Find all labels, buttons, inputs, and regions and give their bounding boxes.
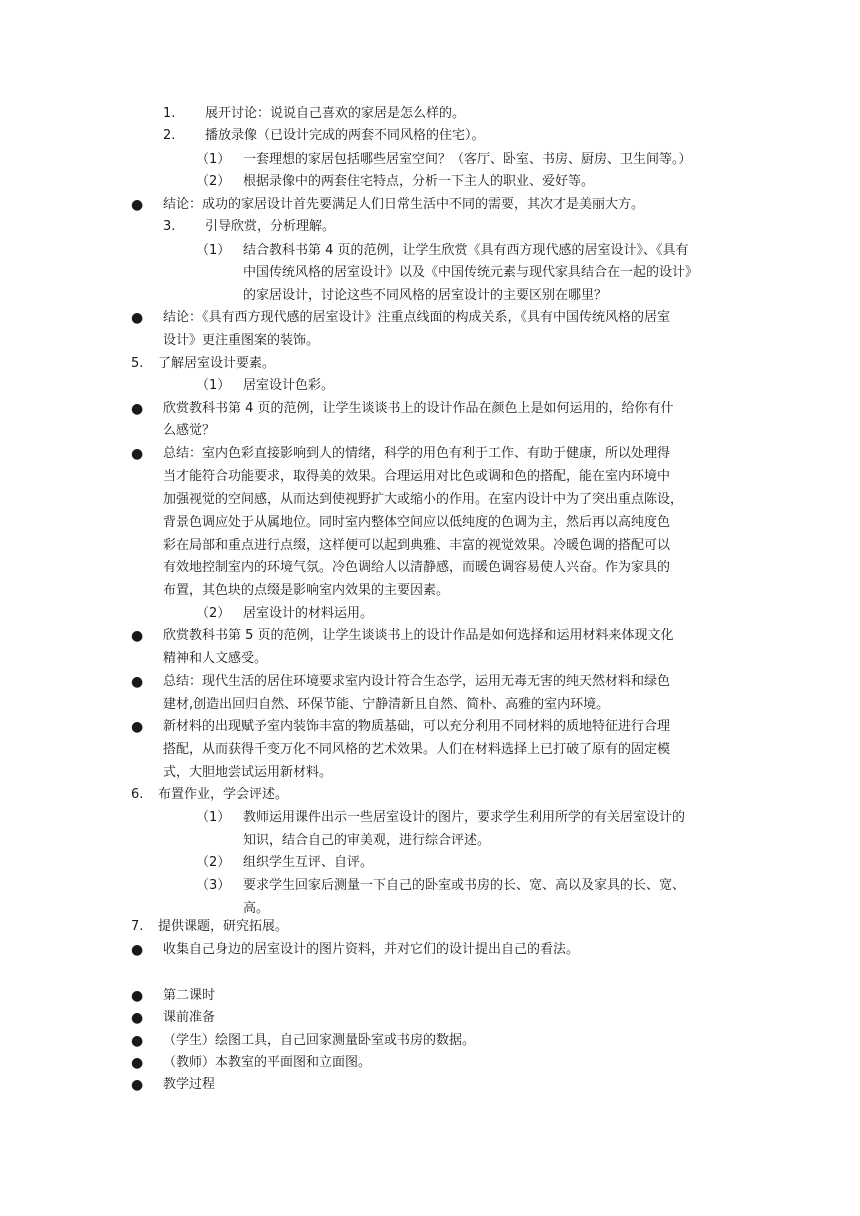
bullet-material-summary-line1: 总结：现代生活的居住环境要求室内设计符合生态学，运用无毒无害的纯天然材料和绿色 bbox=[163, 674, 671, 689]
sub-number-2d: （2） bbox=[196, 855, 231, 870]
prep-teacher: （教师）本教室的平面图和立面图。 bbox=[163, 1055, 372, 1070]
sub-item-peer-review: 组织学生互评、自评。 bbox=[243, 855, 374, 870]
sub-item-color: 居室设计色彩。 bbox=[243, 378, 335, 393]
sub-number-1b: （1） bbox=[196, 243, 231, 258]
bullet-icon: ● bbox=[131, 1055, 144, 1071]
sub-item-measure-line2: 高。 bbox=[243, 901, 270, 916]
bullet-color-summary-line7: 布置，其色块的点缀是影响室内效果的主要因素。 bbox=[163, 583, 450, 598]
bullet-conclusion-1: 结论：成功的家居设计首先要满足人们日常生活中不同的需要，其次才是美丽大方。 bbox=[163, 197, 645, 212]
sub-number-2: （2） bbox=[196, 174, 231, 189]
bullet-color-appreciate-line2: 么感觉？ bbox=[163, 423, 216, 438]
bullet-color-appreciate-line1: 欣赏教科书第 4 页的范例，让学生谈谈书上的设计作品在颜色上是如何运用的，给你有什 bbox=[163, 401, 674, 416]
bullet-color-summary-line2: 当才能符合功能要求，取得美的效果。合理运用对比色或调和色的搭配，能在室内环境中 bbox=[163, 469, 671, 484]
section-teaching-process: 教学过程 bbox=[163, 1077, 216, 1092]
sub-item-courseware-line1: 教师运用课件出示一些居室设计的图片，要求学生利用所学的有关居室设计的 bbox=[243, 810, 686, 825]
list-number-1: 1. bbox=[163, 106, 176, 121]
prep-student: （学生）绘图工具，自己回家测量卧室或书房的数据。 bbox=[163, 1033, 476, 1048]
sub-number-1: （1） bbox=[196, 152, 231, 167]
bullet-icon: ● bbox=[131, 1033, 144, 1049]
bullet-icon: ● bbox=[131, 1010, 144, 1026]
sub-item-analyze-owner: 根据录像中的两套住宅特点，分析一下主人的职业、爱好等。 bbox=[243, 174, 595, 189]
sub-item-measure-line1: 要求学生回家后测量一下自己的卧室或书房的长、宽、高以及家具的长、宽、 bbox=[243, 878, 686, 893]
bullet-icon: ● bbox=[131, 310, 144, 326]
section-second-lesson: 第二课时 bbox=[163, 988, 216, 1003]
list-number-2: 2. bbox=[163, 128, 176, 143]
bullet-color-summary-line3: 加强视觉的空间感，从而达到使视野扩大或缩小的作用。在室内设计中为了突出重点陈设， bbox=[163, 492, 684, 507]
list-number-3: 3. bbox=[163, 219, 176, 234]
bullet-icon: ● bbox=[131, 719, 144, 735]
sub-item-ideal-home: 一套理想的家居包括哪些居室空间？（客厅、卧室、书房、厨房、卫生间等。） bbox=[243, 152, 692, 167]
bullet-conclusion-2-line2: 设计》更注重图案的装饰。 bbox=[163, 333, 320, 348]
bullet-icon: ● bbox=[131, 988, 144, 1004]
list-number-6: 6. bbox=[131, 787, 144, 802]
bullet-color-summary-line6: 有效地控制室内的环境气氛。冷色调给人以清静感，而暖色调容易使人兴奋。作为家具的 bbox=[163, 560, 671, 575]
sub-number-1c: （1） bbox=[196, 378, 231, 393]
bullet-new-material-line2: 搭配，从而获得千变万化不同风格的艺术效果。人们在材料选择上已打破了原有的固定模 bbox=[163, 742, 671, 757]
bullet-icon: ● bbox=[131, 401, 144, 417]
list-item-elements: 了解居室设计要素。 bbox=[158, 356, 276, 371]
section-preparation: 课前准备 bbox=[163, 1010, 216, 1025]
sub-item-textbook-line3: 的家居设计，讨论这些不同风格的居室设计的主要区别在哪里？ bbox=[243, 288, 608, 303]
list-item-video: 播放录像（已设计完成的两套不同风格的住宅）。 bbox=[205, 128, 485, 143]
bullet-collect-pictures: 收集自己身边的居室设计的图片资料，并对它们的设计提出自己的看法。 bbox=[163, 942, 580, 957]
list-item-appreciate: 引导欣赏，分析理解。 bbox=[205, 219, 336, 234]
bullet-conclusion-2-line1: 结论：《具有西方现代感的居室设计》注重点线面的构成关系，《具有中国传统风格的居室 bbox=[163, 310, 671, 325]
bullet-color-summary-line5: 彩在局部和重点进行点缀，这样便可以起到典雅、丰富的视觉效果。冷暖色调的搭配可以 bbox=[163, 538, 671, 553]
bullet-icon: ● bbox=[131, 628, 144, 644]
bullet-icon: ● bbox=[131, 197, 144, 213]
list-number-7: 7. bbox=[131, 919, 144, 934]
list-item-extension: 提供课题，研究拓展。 bbox=[158, 919, 289, 934]
bullet-material-appreciate-line1: 欣赏教科书第 5 页的范例，让学生谈谈书上的设计作品是如何选择和运用材料来体现文化 bbox=[163, 628, 674, 643]
sub-number-1d: （1） bbox=[196, 810, 231, 825]
bullet-material-appreciate-line2: 精神和人文感受。 bbox=[163, 651, 268, 666]
bullet-icon: ● bbox=[131, 1077, 144, 1093]
bullet-color-summary-line4: 背景色调应处于从属地位。同时室内整体空间应以低纯度的色调为主，然后再以高纯度色 bbox=[163, 515, 671, 530]
bullet-new-material-line3: 式，大胆地尝试运用新材料。 bbox=[163, 765, 333, 780]
list-item-discussion: 展开讨论：说说自己喜欢的家居是怎么样的。 bbox=[205, 106, 466, 121]
sub-item-textbook-line2: 中国传统风格的居室设计》以及《中国传统元素与现代家具结合在一起的设计》 bbox=[243, 265, 699, 280]
bullet-icon: ● bbox=[131, 446, 144, 462]
bullet-icon: ● bbox=[131, 942, 144, 958]
bullet-icon: ● bbox=[131, 674, 144, 690]
list-item-homework: 布置作业，学会评述。 bbox=[158, 787, 289, 802]
bullet-material-summary-line2: 建材,创造出回归自然、环保节能、宁静清新且自然、简朴、高雅的室内环境。 bbox=[163, 697, 610, 712]
sub-item-courseware-line2: 知识，结合自己的审美观，进行综合评述。 bbox=[243, 833, 491, 848]
bullet-new-material-line1: 新材料的出现赋予室内装饰丰富的物质基础，可以充分利用不同材料的质地特征进行合理 bbox=[163, 719, 671, 734]
sub-item-material: 居室设计的材料运用。 bbox=[243, 606, 374, 621]
sub-number-3d: （3） bbox=[196, 878, 231, 893]
list-number-5: 5. bbox=[131, 356, 144, 371]
sub-number-2c: （2） bbox=[196, 606, 231, 621]
bullet-color-summary-line1: 总结：室内色彩直接影响到人的情绪，科学的用色有利于工作、有助于健康，所以处理得 bbox=[163, 446, 671, 461]
sub-item-textbook-line1: 结合教科书第 4 页的范例，让学生欣赏《具有西方现代感的居室设计》、《具有 bbox=[243, 243, 689, 258]
